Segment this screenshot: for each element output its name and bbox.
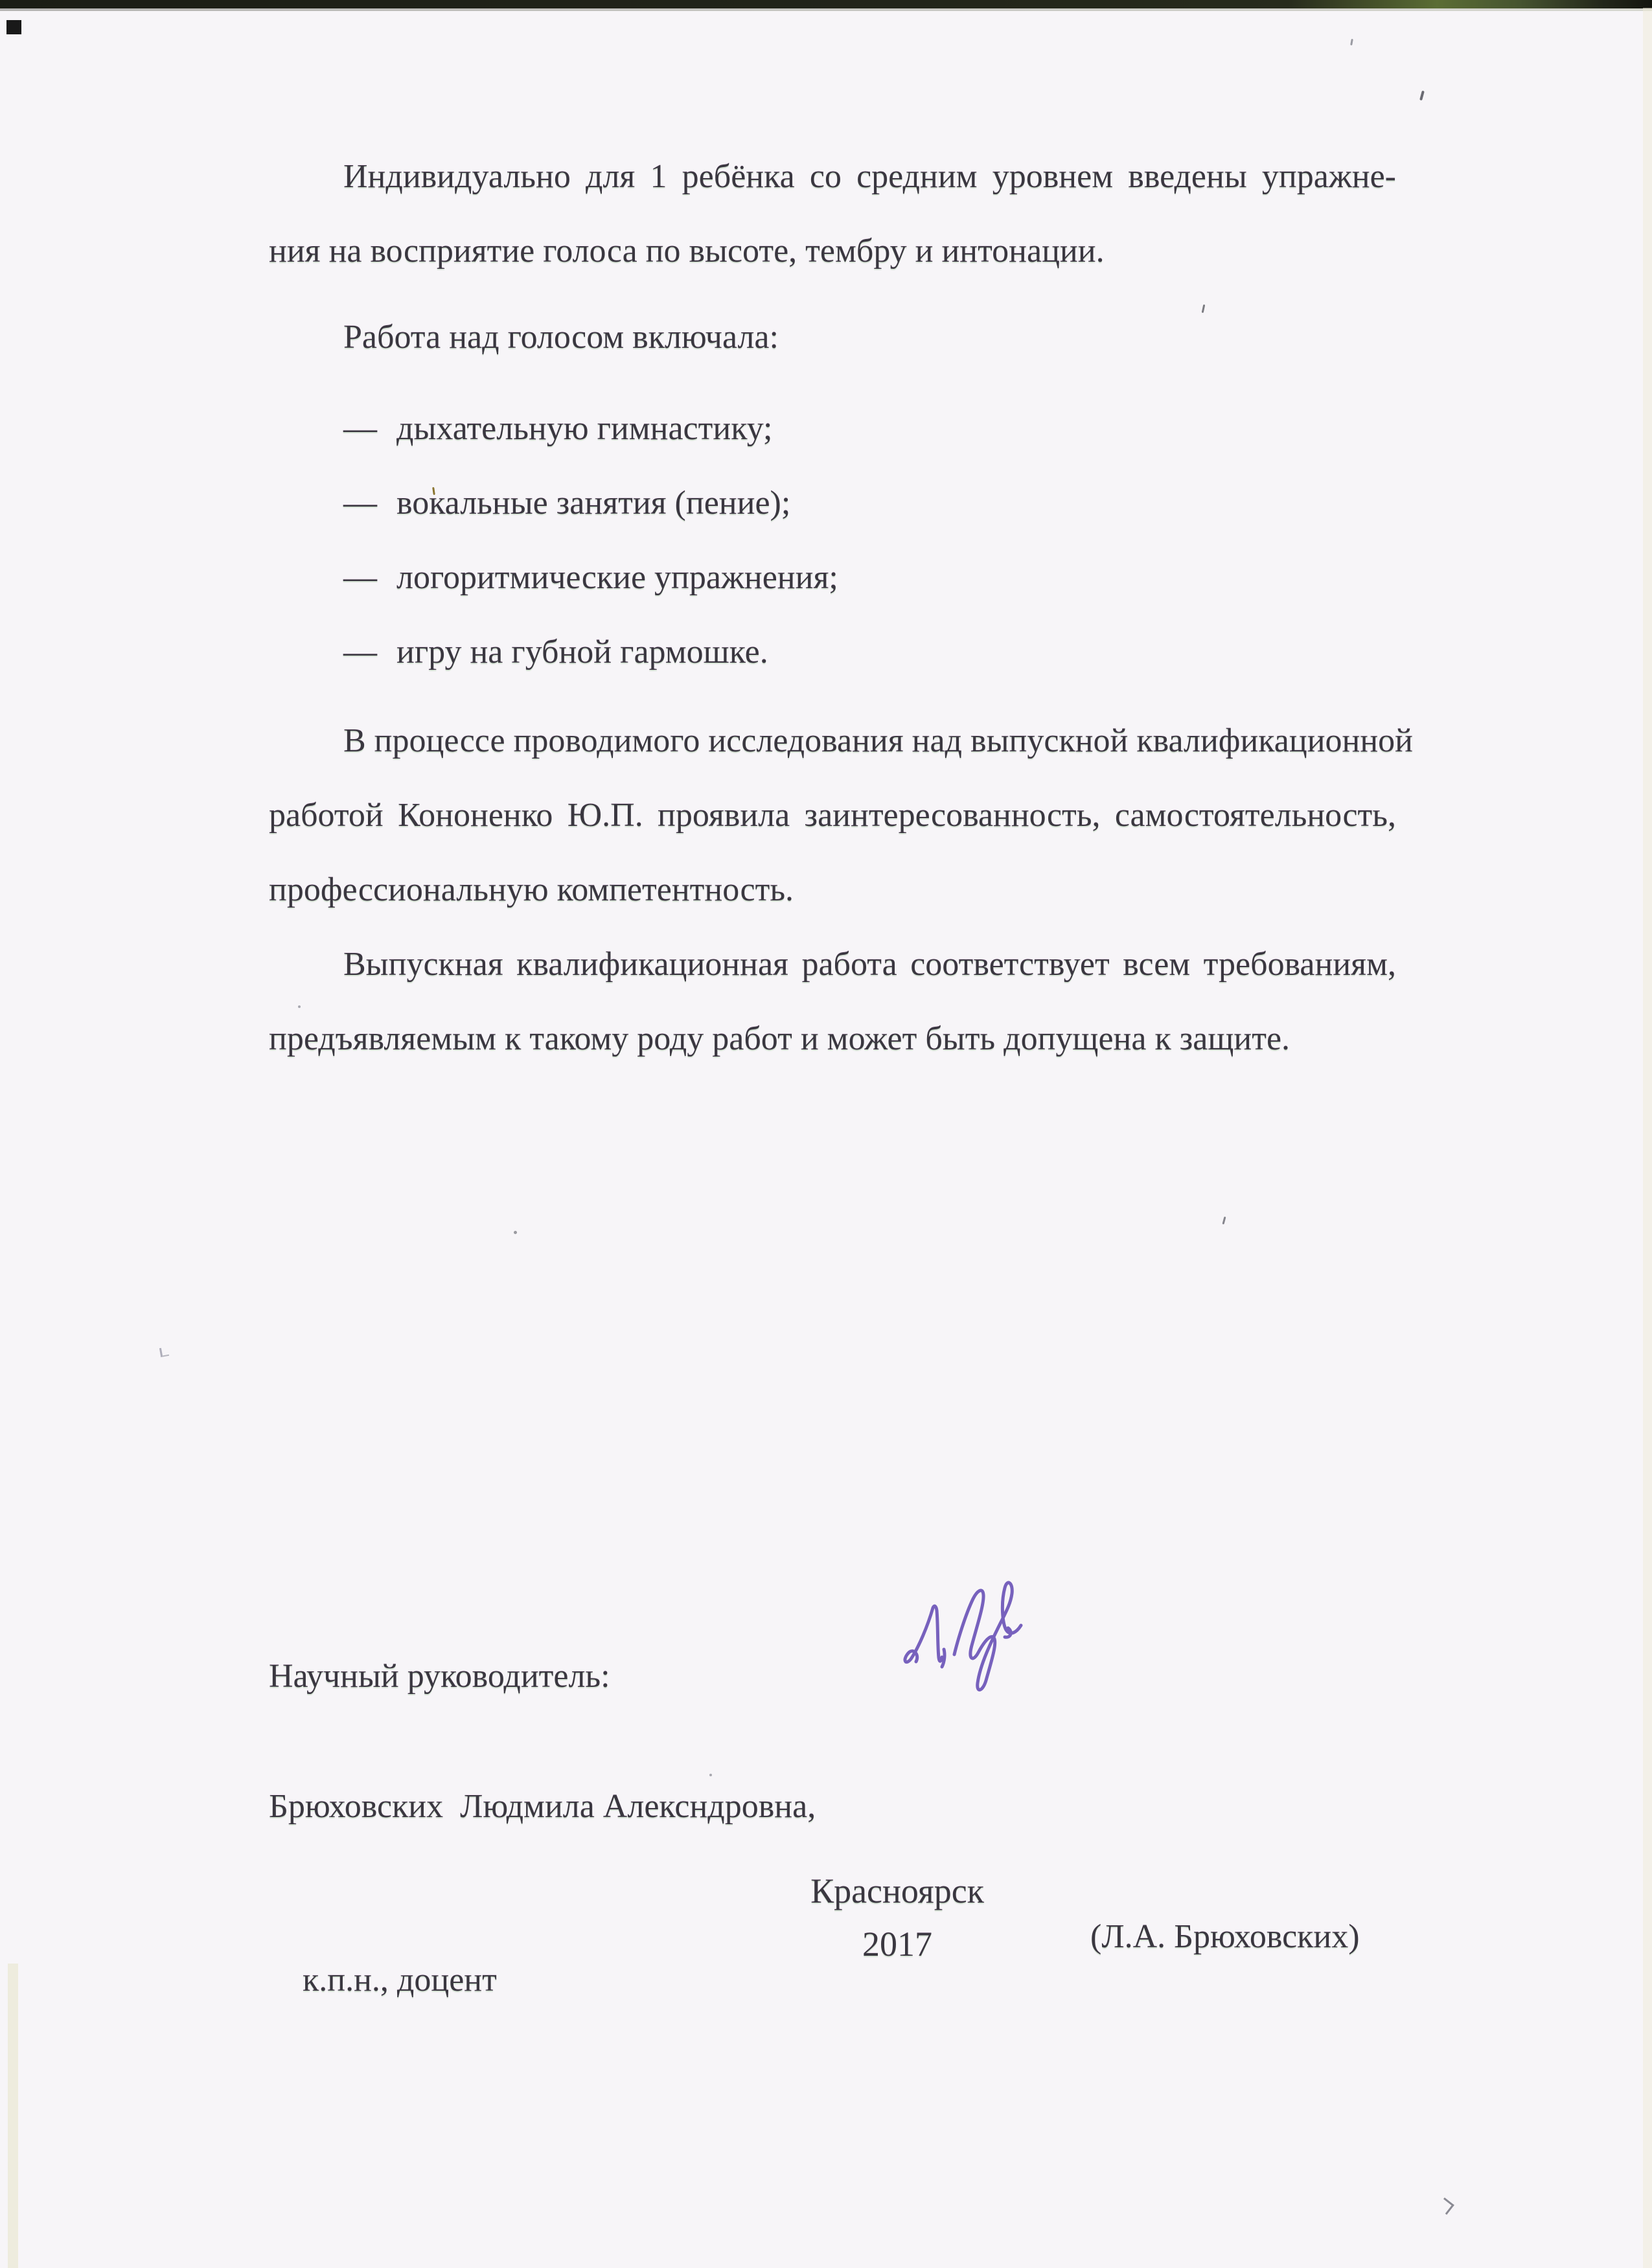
list-dash: — (343, 559, 377, 596)
signature-transcript: (Л.А. Брюховских) (1090, 1918, 1360, 1955)
paragraph-line: Выпускная квалификационная работа соответствует всем требованиям, (343, 946, 1396, 983)
scan-speck (514, 1231, 517, 1234)
paragraph-conclusion (269, 927, 1396, 1076)
paragraph-line: ния на восприятие голоса по высоте, тембру и интонации. (269, 233, 1105, 269)
list-item (269, 540, 1396, 615)
paragraph-line: профессиональную компетентность. (269, 871, 794, 908)
list-item-text: вокальные занятия (пение); (396, 485, 791, 521)
signature-ink (901, 1564, 1024, 1704)
scan-speck (159, 1347, 169, 1357)
document-footer (334, 1864, 1461, 1971)
scan-speck (1437, 2197, 1454, 2215)
paragraph-line: работой Кононенко Ю.П. проявила заинтересованность, самостоятельность, (269, 797, 1396, 834)
footer-year: 2017 (862, 1925, 932, 1964)
paragraph-voice-work-intro: Работа над голосом включала: (343, 319, 779, 356)
list-item (269, 466, 1396, 540)
scan-edge-strip (0, 0, 1652, 8)
document-body (269, 139, 1413, 1076)
supervisor-degree-text: к.п.н., доцент (303, 1962, 497, 1999)
paragraph-research-process (269, 704, 1413, 927)
list-item-text: логоритмические упражнения; (396, 559, 838, 596)
list-item (269, 615, 1396, 689)
list-dash: — (343, 634, 377, 670)
paragraph-line: Индивидуально для 1 ребёнка со средним уровнем введены упражне- (343, 158, 1396, 195)
supervisor-name: Брюховских Людмила Алексндровна, (269, 1788, 816, 1825)
paragraph-line: В процессе проводимого исследования над выпускной квалификационной (343, 722, 1413, 759)
list-dash: — (343, 410, 377, 447)
list-dash: — (343, 485, 377, 521)
list-item (269, 391, 1396, 466)
scan-speck (1419, 91, 1425, 101)
scan-speck (1222, 1217, 1226, 1224)
footer-city: Красноярск (810, 1872, 984, 1910)
voice-work-list (269, 391, 1396, 689)
list-item-text: игру на губной гармошке. (396, 634, 768, 670)
paragraph-individual-exercises (269, 139, 1396, 288)
supervisor-label: Научный руководитель: (269, 1658, 610, 1695)
scan-edge-left (8, 1964, 18, 2268)
list-item-text: дыхательную гимнастику; (396, 410, 773, 447)
paragraph-line: предъявляемым к такому роду работ и может быть допущена к защите. (269, 1020, 1291, 1057)
scan-speck (1350, 39, 1353, 45)
scan-corner-mark (6, 20, 21, 34)
scan-edge-strip-shadow (0, 8, 1652, 11)
scan-edge-right (1643, 8, 1652, 2268)
